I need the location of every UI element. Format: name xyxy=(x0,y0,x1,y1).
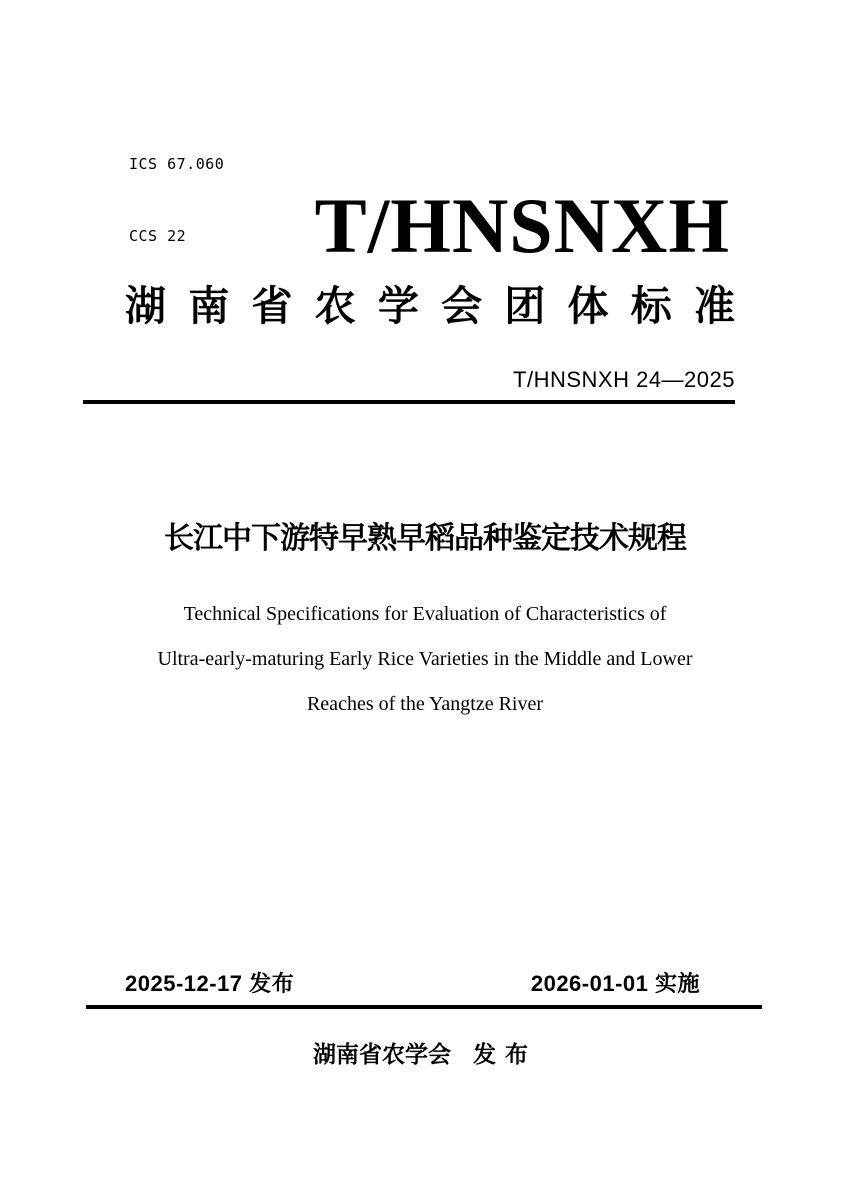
document-title-zh: 长江中下游特早熟早稻品种鉴定技术规程 xyxy=(164,522,686,555)
org-standard-title: 湖 南 省 农 学 会 团 体 标 准 xyxy=(125,283,735,329)
publish-action-label: 发布 xyxy=(473,1041,537,1067)
document-title-en-line-1: Technical Specifications for Evaluation of Characteristics of xyxy=(183,603,667,625)
footer-divider xyxy=(86,1005,762,1009)
publisher-line xyxy=(0,1036,850,1069)
document-title-en-line-2: Ultra-early-maturing Early Rice Varieties in the Middle and Lower xyxy=(157,648,693,670)
publisher-name: 湖南省农学会 xyxy=(313,1041,451,1067)
ics-code: ICS 67.060 xyxy=(129,155,225,173)
standard-number: T/HNSNXH 24—2025 xyxy=(513,367,735,392)
document-title-en-line-3: Reaches of the Yangtze River xyxy=(306,693,544,715)
release-date: 2025-12-17 发布 xyxy=(125,971,295,996)
standard-code-logo: T/HNSNXH xyxy=(314,182,730,269)
header-divider xyxy=(83,400,735,404)
implementation-date: 2026-01-01 实施 xyxy=(530,971,700,996)
document-title-en xyxy=(0,592,850,727)
classification-codes xyxy=(129,104,224,296)
ccs-code: CCS 22 xyxy=(129,227,187,245)
